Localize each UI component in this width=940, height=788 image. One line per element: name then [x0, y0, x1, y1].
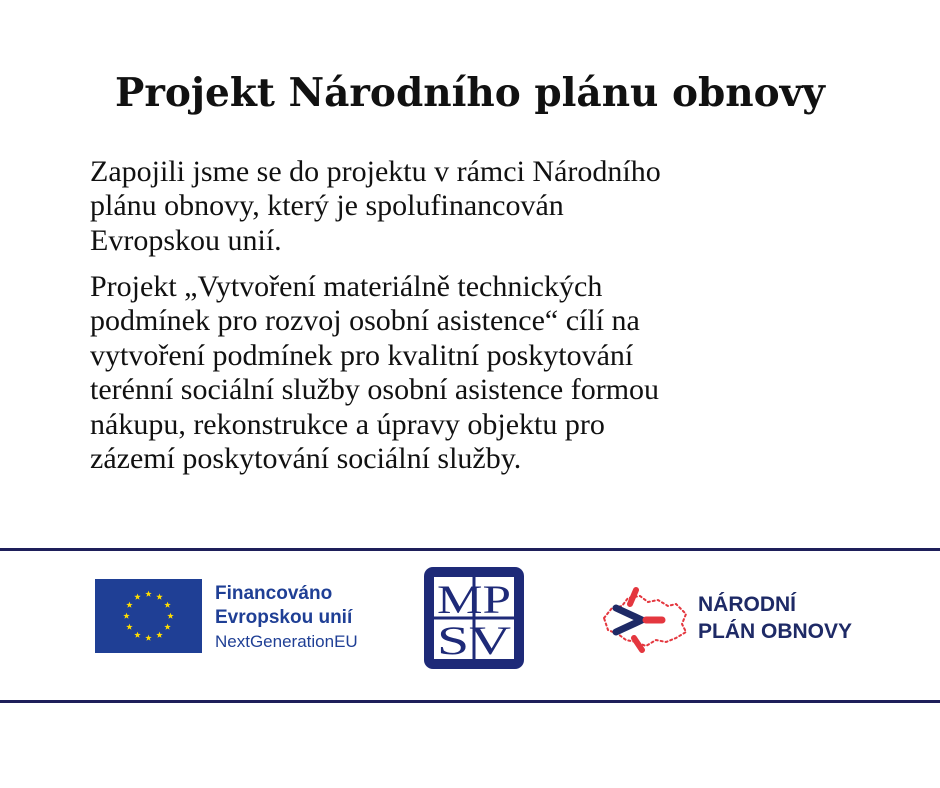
bottom-divider [0, 700, 940, 703]
mpsv-logo-icon [422, 565, 526, 671]
paragraph-line: vytvoření podmínek pro kvalitní poskytování [90, 338, 634, 372]
paragraph-line: Evropskou unií. [90, 223, 282, 257]
eu-line-1: Financováno [215, 583, 333, 604]
eu-logo [95, 579, 395, 655]
npo-line-2: PLÁN OBNOVY [698, 620, 853, 643]
eu-line-3: NextGenerationEU [215, 632, 358, 651]
eu-flag-icon [95, 579, 202, 653]
intro-paragraph [90, 155, 870, 258]
npo-line-1: NÁRODNÍ [698, 593, 796, 616]
page-title: Projekt Národního plánu obnovy [115, 70, 825, 116]
eu-line-2: Evropskou unií [215, 607, 353, 628]
npo-logo-text [698, 591, 852, 645]
mpsv-letters-top: MP [437, 577, 511, 622]
eu-logo-text [215, 582, 358, 654]
mpsv-letters-bottom: SV [437, 618, 512, 663]
paragraph-line: plánu obnovy, který je spolufinancován [90, 189, 564, 223]
top-divider [0, 548, 940, 551]
eu-flag-background [95, 579, 202, 653]
paragraph-line: Zapojili jsme se do projektu v rámci Národního [90, 155, 661, 188]
paragraph-line: Projekt „Vytvoření materiálně technických [90, 270, 603, 303]
npo-logo [596, 584, 886, 656]
paragraph-line: zázemí poskytování sociální služby. [90, 442, 522, 476]
project-paragraph [90, 270, 870, 476]
paragraph-line: podmínek pro rozvoj osobní asistence“ cílí na [90, 304, 640, 338]
paragraph-line: nákupu, rekonstrukce a úpravy objektu pro [90, 407, 605, 441]
npo-czech-map-icon [596, 584, 692, 656]
paragraph-line: terénní sociální služby osobní asistence formou [90, 373, 660, 407]
